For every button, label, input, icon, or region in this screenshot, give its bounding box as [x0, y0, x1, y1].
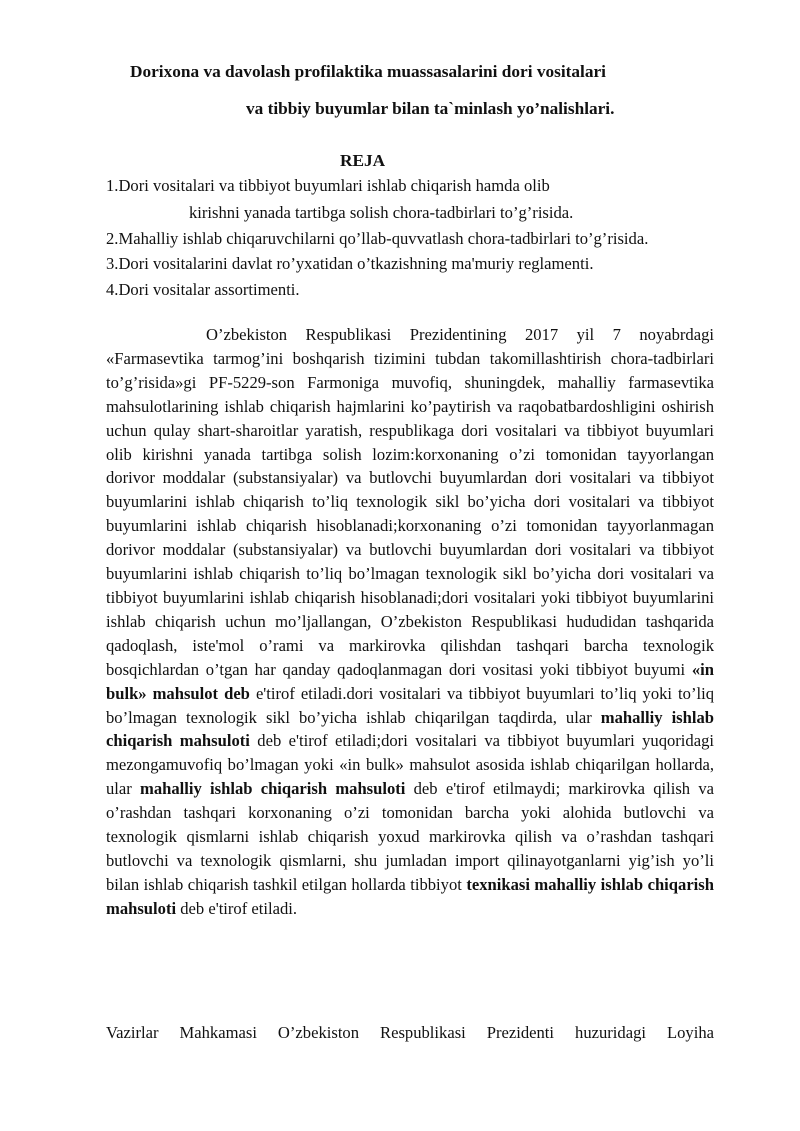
document-title-line-2: va tibbiy buyumlar bilan ta`minlash yo’nalishlari.: [246, 99, 615, 118]
body-text-part-5: deb e'tirof etiladi.: [176, 898, 298, 918]
body-last-line: Vazirlar Mahkamasi O’zbekiston Respublikasi Prezidenti huzuridagi Loyiha: [106, 1023, 714, 1042]
body-paragraph: [106, 323, 714, 921]
plan-item-2: 2.Mahalliy ishlab chiqaruvchilarni qo’llab-quvvatlash chora-tadbirlari to’g’risida.: [106, 229, 649, 248]
body-text-part-3: deb e'tirof etiladi;dori vositalari va tibbiyot buyumlari yuqoridagi mezongamuvofiq bo’lmagan yoki «in bulk» mahsulot asosida ishlab chiqarilgan hollarda, ular: [106, 731, 714, 799]
plan-heading: REJA: [340, 151, 386, 170]
plan-item-1-continuation: kirishni yanada tartibga solish chora-tadbirlari to’g’risida.: [189, 203, 574, 222]
document-title-line-1: Dorixona va davolash profilaktika muassasalarini dori vositalari: [130, 62, 606, 81]
plan-item-4: 4.Dori vositalar assortimenti.: [106, 280, 300, 299]
plan-item-3: 3.Dori vositalarini davlat ro’yxatidan o’tkazishning ma'muriy reglamenti.: [106, 254, 594, 273]
plan-item-1: 1.Dori vositalari va tibbiyot buyumlari ishlab chiqarish hamda olib: [106, 176, 550, 195]
body-text-part-2: e'tirof etiladi.dori vositalari va tibbiyot buyumlari to’liq yoki to’liq bo’lmagan texnologik sikl bo’yicha ishlab chiqarilgan taqdirda, ular: [106, 683, 714, 727]
body-bold-technique-local-product: texnikasi mahalliy ishlab chiqarish mahsuloti: [106, 874, 714, 918]
body-bold-local-product-2: mahalliy ishlab chiqarish mahsuloti: [140, 779, 406, 799]
body-bold-local-product-1: mahalliy ishlab chiqarish mahsuloti: [106, 707, 714, 751]
body-text-part-4: deb e'tirof etilmaydi; markirovka qilish va o’rashdan tashqari korxonaning o’zi tomonidan barcha yoki alohida butlovchi va texnologik qismlarni ishlab chiqarish yoxud markirovka qilish va o’rashdan tashqari butlovchi va texnologik qismlarni, shu jumladan import qilinayotganlarni yig’ish yo’li bilan ishlab chiqarish tashkil etilgan hollarda tibbiyot: [106, 779, 714, 894]
body-bold-in-bulk: «in bulk» mahsulot deb: [106, 659, 714, 703]
body-text-part-1: O’zbekiston Respublikasi Prezidentining 2017 yil 7 noyabrdagi «Farmasevtika tarmog’ini boshqarish tizimini tubdan takomillashtirish chora-tadbirlari to’g’risida»gi PF-5229-son Farmoniga muvofiq, shuningdek, mahalliy farmasevtika mahsulotlarining ishlab chiqarish hajmlarini ko’paytirish va raqobatbardoshligini oshirish uchun qulay shart-sharoitlar yaratish, respublikaga dori vositalari va tibbiyot buyumlari olib kirishni yanada tartibga solish lozim:korxonaning o’zi tomonidan tayyorlangan dorivor moddalar (substansiyalar) va butlovchi buyumlardan dori vositalari va tibbiyot buyumlarini ishlab chiqarish to’liq texnologik sikl bo’yicha dori vositalari va tibbiyot buyumlarini ishlab chiqarish hisoblanadi;korxonaning o’zi tomonidan tayyorlanmagan dorivor moddalar (substansiyalar) va butlovchi buyumlardan dori vositalari va tibbiyot buyumlarini ishlab chiqarish to’liq bo’lmagan texnologik sikl bo’yicha dori vositalari va tibbiyot buyumlarini ishlab chiqarish hisoblanadi;dori vositalari yoki tibbiyot buyumlarini ishlab chiqarish uchun mo’ljallangan, O’zbekiston Respublikasi hududidan tashqarida qadoqlash, iste'mol o’rami va markirovka qilishdan tashqari barcha texnologik bosqichlardan o’tgan har qanday qadoqlanmagan dori vositasi yoki tibbiyot buyumi: [106, 325, 714, 679]
